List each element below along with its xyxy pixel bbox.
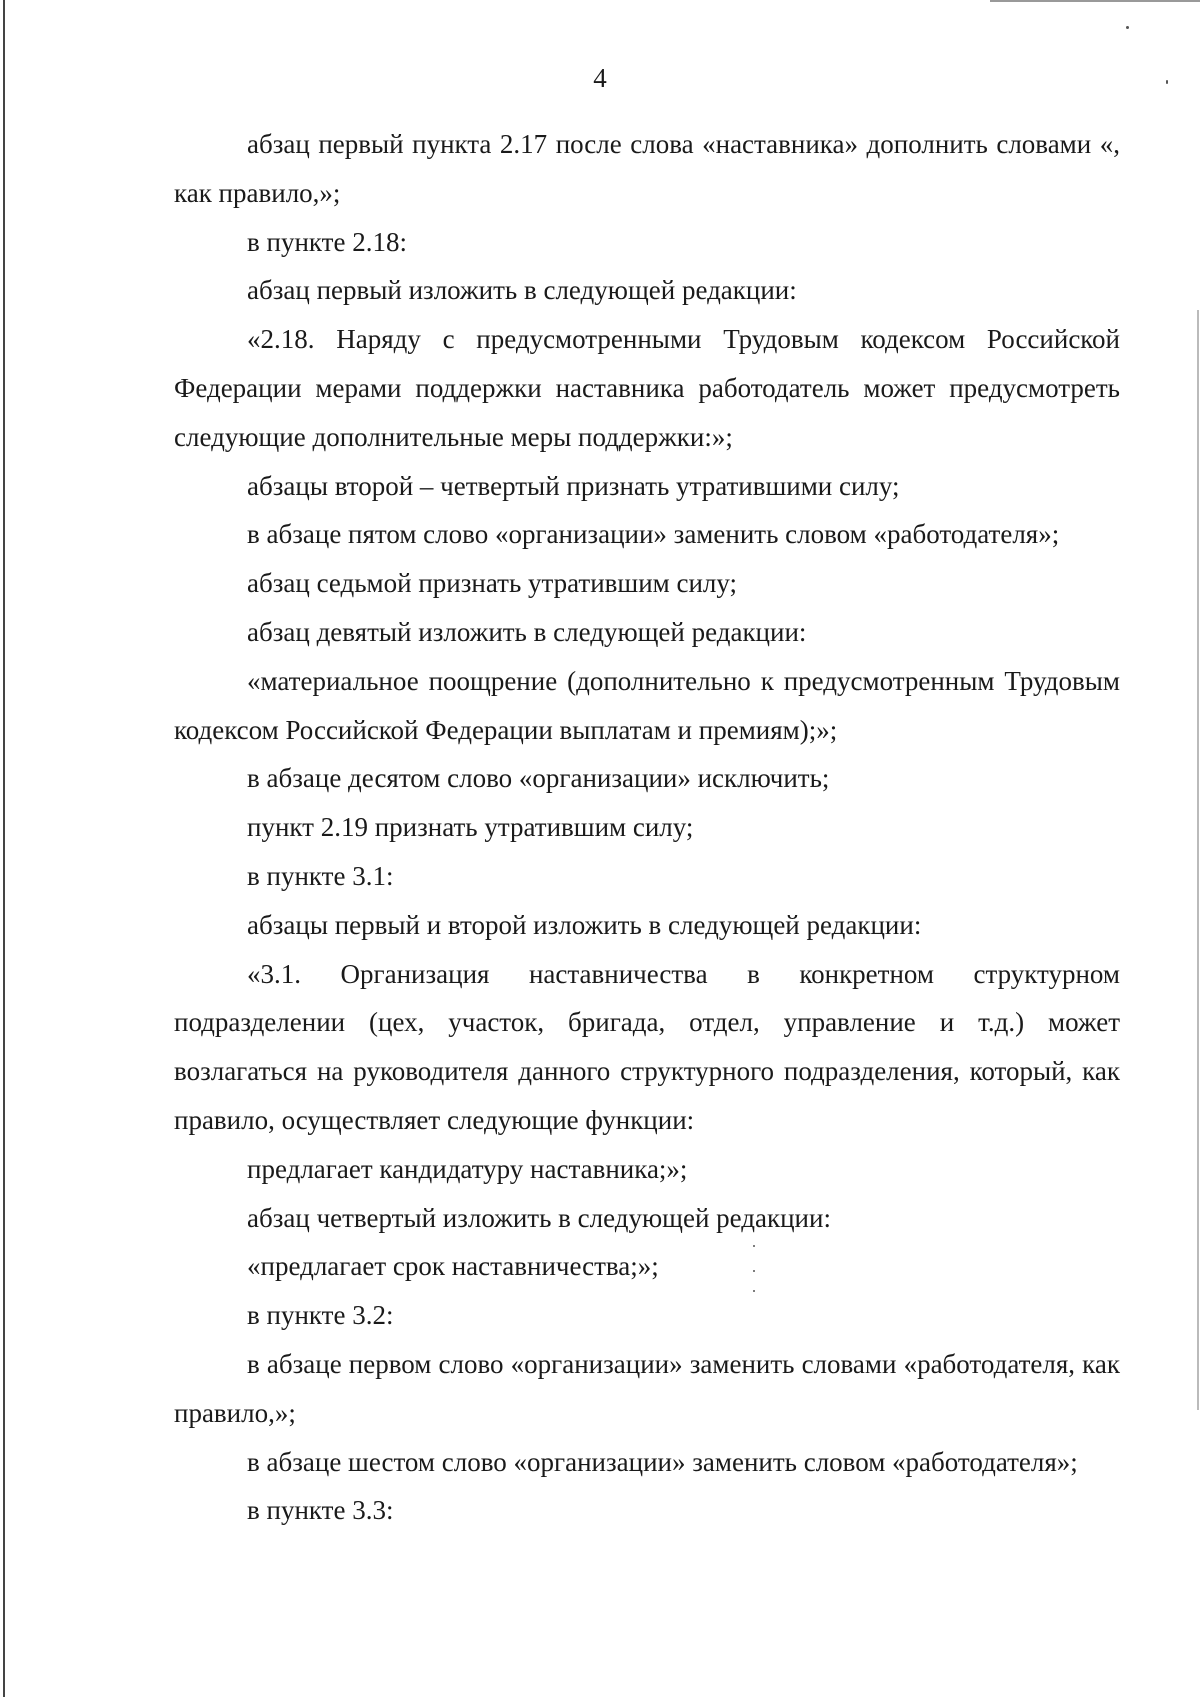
- paragraph: в пункте 3.2:: [247, 1300, 394, 1331]
- paragraph: в пункте 2.18:: [247, 226, 407, 257]
- paragraph: в пункте 3.3:: [247, 1495, 394, 1526]
- paragraph: в абзаце шестом слово «организации» заменить словом «работодателя»;: [247, 1446, 1078, 1477]
- scan-speck: [1126, 26, 1129, 29]
- paragraph: пункт 2.19 признать утратившим силу;: [247, 812, 694, 843]
- paragraph: абзац первый изложить в следующей редакции:: [247, 275, 797, 306]
- paragraph: в абзаце десятом слово «организации» исключить;: [247, 763, 830, 794]
- paragraph: «предлагает срок наставничества;»;: [247, 1251, 659, 1282]
- paragraph: абзац четвертый изложить в следующей редакции:: [247, 1202, 831, 1233]
- paragraph: в абзаце пятом слово «организации» заменить словом «работодателя»;: [247, 519, 1060, 550]
- paragraph: абзац первый пункта 2.17 после слова «наставника» дополнить словами «, как правило,»;: [174, 129, 1120, 208]
- paragraph: абзацы первый и второй изложить в следующей редакции:: [247, 909, 922, 940]
- paragraph: в абзаце первом слово «организации» заменить словами «работодателя, как правило,»;: [174, 1348, 1120, 1428]
- paragraph: «материальное поощрение (дополнительно к предусмотренным Трудовым кодексом Российской Федерации выплатам и премиям);»;: [174, 665, 1120, 745]
- paragraph: «3.1. Организация наставничества в конкретном структурном подразделении (цех, участок, бригада, отдел, управление и т.д.) может возлагаться на руководителя данного структурного подразделения, который, как правило, осуществляет следующие функции:: [174, 958, 1120, 1135]
- paragraph: абзац девятый изложить в следующей редакции:: [247, 616, 807, 647]
- paragraph: абзацы второй – четвертый признать утратившими силу;: [247, 470, 900, 501]
- paragraph: абзац седьмой признать утратившим силу;: [247, 568, 738, 599]
- paragraph: «2.18. Наряду с предусмотренными Трудовым кодексом Российской Федерации мерами поддержки наставника работодатель может предусмотреть следующие дополнительные меры поддержки:»;: [174, 324, 1120, 452]
- document-body: [174, 120, 1120, 1535]
- scan-right-edge: [1197, 310, 1199, 1410]
- scan-top-mark: [990, 0, 1200, 2]
- page-number: 4: [593, 63, 607, 93]
- paragraph: предлагает кандидатуру наставника;»;: [247, 1153, 688, 1184]
- paragraph: в пункте 3.1:: [247, 860, 394, 891]
- scan-left-edge: [3, 0, 5, 1697]
